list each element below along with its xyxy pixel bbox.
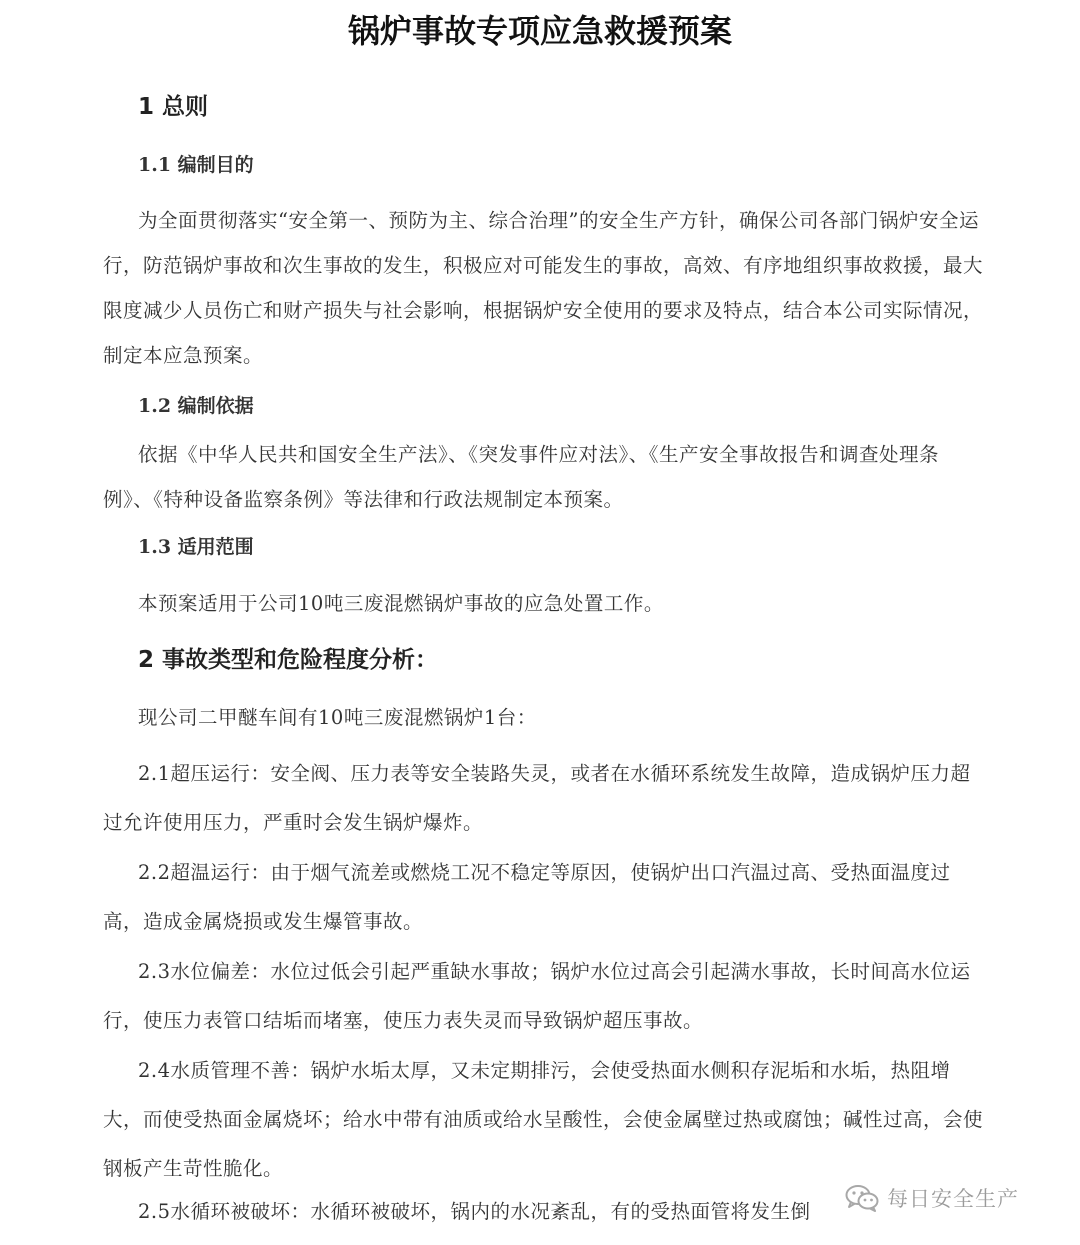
section-2-5-item: 2.5水循环被破坏：水循环被破坏，锅内的水况紊乱，有的受热面管将发生倒 (138, 1200, 811, 1223)
section-1-1-body: 为全面贯彻落实“安全第一、预防为主、综合治理”的安全生产方针，确保公司各部门锅炉安全运行，防范锅炉事故和次生事故的发生，积极应对可能发生的事故，高效、有序地组织事故救援，最大限度减少人员伤亡和财产损失与社会影响，根据锅炉安全使用的要求及特点，结合本公司实际情况，制定本应急预案。 (103, 209, 984, 367)
section-1-3-heading: 1.3 适用范围 (138, 536, 254, 558)
section-2-intro: 现公司二甲醚车间有10吨三废混燃锅炉1台： (138, 706, 537, 729)
document-title: 锅炉事故专项应急救援预案 (347, 12, 732, 50)
section-1-heading: 1 总则 (138, 94, 209, 120)
section-1-1-heading: 1.1 编制目的 (138, 154, 254, 176)
section-1-2-body: 依据《中华人民共和国安全生产法》、《突发事件应对法》、《生产安全事故报告和调查处理条例》、《特种设备监察条例》等法律和行政法规制定本预案。 (103, 443, 940, 511)
section-2-heading: 2 事故类型和危险程度分析： (138, 647, 439, 673)
section-2-1-item: 2.1超压运行：安全阀、压力表等安全装路失灵，或者在水循环系统发生故障，造成锅炉压力超过允许使用压力，严重时会发生锅炉爆炸。 (103, 762, 971, 834)
watermark (845, 1178, 1019, 1218)
watermark-text: 每日安全生产 (887, 1187, 1019, 1211)
section-2-3-item: 2.3水位偏差：水位过低会引起严重缺水事故；锅炉水位过高会引起满水事故，长时间高水位运行，使压力表管口结垢而堵塞，使压力表失灵而导致锅炉超压事故。 (103, 960, 971, 1032)
wechat-icon (845, 1184, 879, 1212)
section-1-3-body: 本预案适用于公司10吨三废混燃锅炉事故的应急处置工作。 (138, 592, 664, 615)
section-2-4-item: 2.4水质管理不善：锅炉水垢太厚，又未定期排污，会使受热面水侧积存泥垢和水垢，热阻增大，而使受热面金属烧坏；给水中带有油质或给水呈酸性，会使金属壁过热或腐蚀；碱性过高，会使钢板产生苛性脆化。 (103, 1059, 984, 1180)
section-2-2-item: 2.2超温运行：由于烟气流差或燃烧工况不稳定等原因，使锅炉出口汽温过高、受热面温度过高，造成金属烧损或发生爆管事故。 (103, 861, 951, 933)
section-1-2-heading: 1.2 编制依据 (138, 395, 254, 417)
